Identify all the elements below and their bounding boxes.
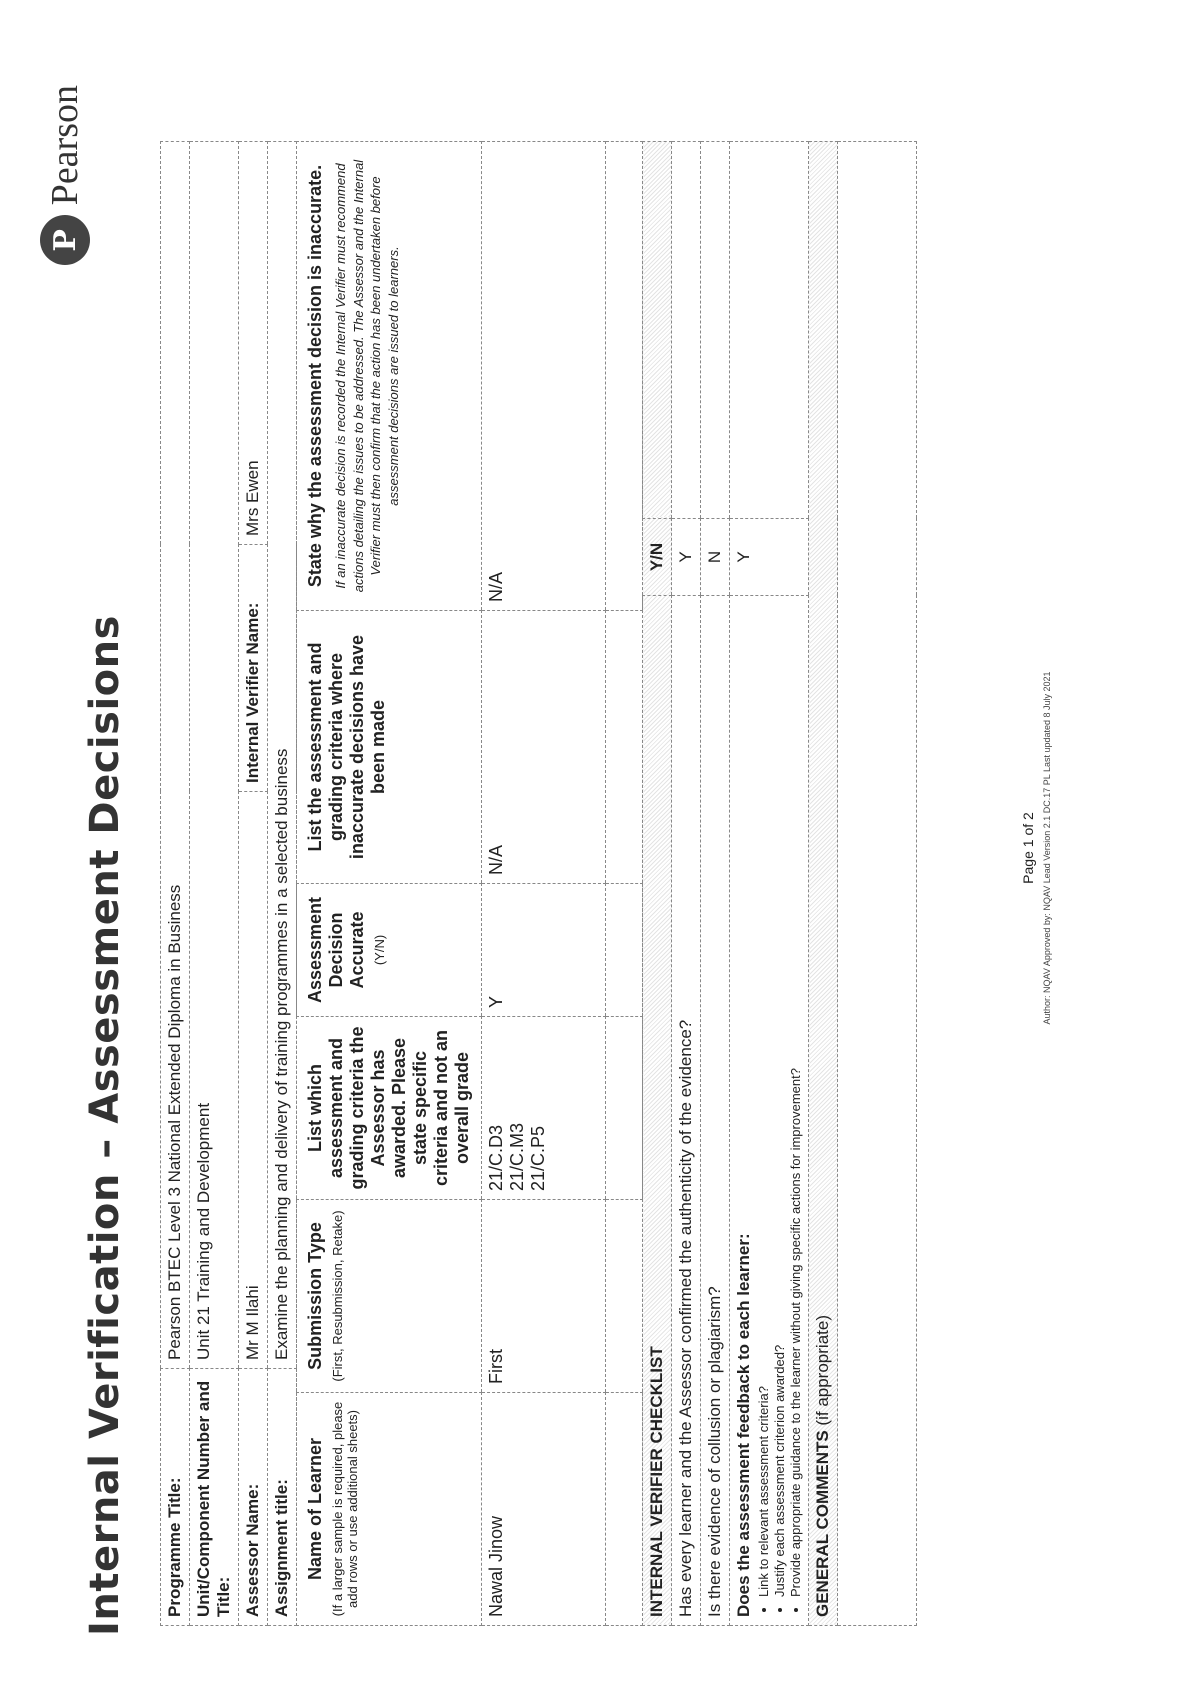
list-item: • Justify each assessment criterion awarded? [772,604,787,1597]
checklist-question: Has every learner and the Assessor confirmed the authenticity of the evidence? [672,596,701,1626]
assignment-label: Assignment title: [268,1369,297,1626]
checklist-heading: INTERNAL VERIFIER CHECKLIST [643,596,672,1626]
assessor-value: Mr M Ilahi [239,792,268,1369]
checklist-yn-heading: Y/N [643,519,672,596]
document-metadata: Author: NQAV Approved by: NQAV Lead Version 2.1 DC.17 PL Last updated 8 July 2021 [1042,671,1052,1025]
criteria-item: 21/C.P5 [528,1125,548,1191]
empty-row [606,142,643,1626]
column-submission-note: (First, Resubmission, Retake) [330,1210,345,1382]
list-item: • Link to relevant assessment criteria? [756,604,771,1597]
column-learner-note: (If a larger sample is required, please add rows or use additional sheets) [330,1401,360,1617]
criteria-item: 21/C.M3 [507,1122,527,1191]
column-inaccurate-title: List the assessment and grading criteria where inaccurate decisions have been made [305,634,388,860]
decisions-table [296,141,643,1626]
internal-verifier-label: Internal Verifier Name: [239,545,268,792]
column-submission-title: Submission Type [305,1222,325,1370]
column-decision-accurate [297,884,482,1017]
column-learner [297,1393,482,1626]
list-item: • Provide appropriate guidance to the learner without giving specific actions for improvement? [788,604,803,1597]
learner-name: Nawal Jinow [482,1393,606,1626]
column-reason-title: State why the assessment decision is inaccurate. [305,164,325,588]
header-table [160,141,297,1626]
pearson-logo-text: Pearson [44,85,86,206]
page-title: Internal Verification – Assessment Decisions [82,615,128,1636]
page-number: Page 1 of 2 [1020,812,1036,884]
inaccuracy-reason: N/A [482,142,606,611]
programme-value: Pearson BTEC Level 3 National Extended Diploma in Business [161,142,190,1369]
column-learner-title: Name of Learner [305,1437,325,1581]
column-criteria-title: List which assessment and grading criteria the Assessor has awarded. Please state specific criteria and not an overall grade [305,1026,472,1190]
criteria-list [482,1017,606,1200]
pearson-logo-icon: P [40,215,90,265]
checklist-answer: N [701,519,730,596]
submission-type: First [482,1200,606,1393]
feedback-question: Does the assessment feedback to each learner: [734,1233,753,1617]
programme-label: Programme Title: [161,1369,190,1626]
assignment-value: Examine the planning and delivery of training programmes in a selected business [268,142,297,1369]
feedback-criteria-list [756,604,803,1597]
column-reason-note: If an inaccurate decision is recorded the Internal Verifier must recommend actions detailing the issues to be addressed. The Assessor and the Internal Verifier must then confirm that the action has been undertaken before assessment decisions are issued to learners. [333,159,401,593]
criteria-item: 21/C.D3 [486,1124,506,1191]
general-comments-note: (if appropriate) [813,1315,832,1426]
checklist-answer: Y [730,519,809,596]
column-accurate-title: Assessment Decision Accurate [305,896,367,1004]
column-criteria-awarded [297,1017,482,1200]
column-submission [297,1200,482,1393]
assessment-form [160,141,917,1626]
assessor-label: Assessor Name: [239,1369,268,1626]
general-comments-box [838,142,917,1626]
inaccurate-criteria: N/A [482,611,606,884]
unit-value: Unit 21 Training and Development [190,142,239,1369]
general-comments-label: GENERAL COMMENTS [813,1430,832,1617]
internal-verifier-value: Mrs Ewen [239,142,268,545]
column-accurate-note: (Y/N) [372,934,387,966]
column-reason [297,142,482,611]
column-inaccurate-criteria [297,611,482,884]
pearson-logo [40,85,90,265]
checklist-question [730,596,809,1626]
checklist-table [642,141,917,1626]
table-row [482,142,606,1626]
general-comments [809,142,838,1626]
decision-accurate: Y [482,884,606,1017]
checklist-answer: Y [672,519,701,596]
unit-label: Unit/Component Number and Title: [190,1369,239,1626]
checklist-question: Is there evidence of collusion or plagiarism? [701,596,730,1626]
